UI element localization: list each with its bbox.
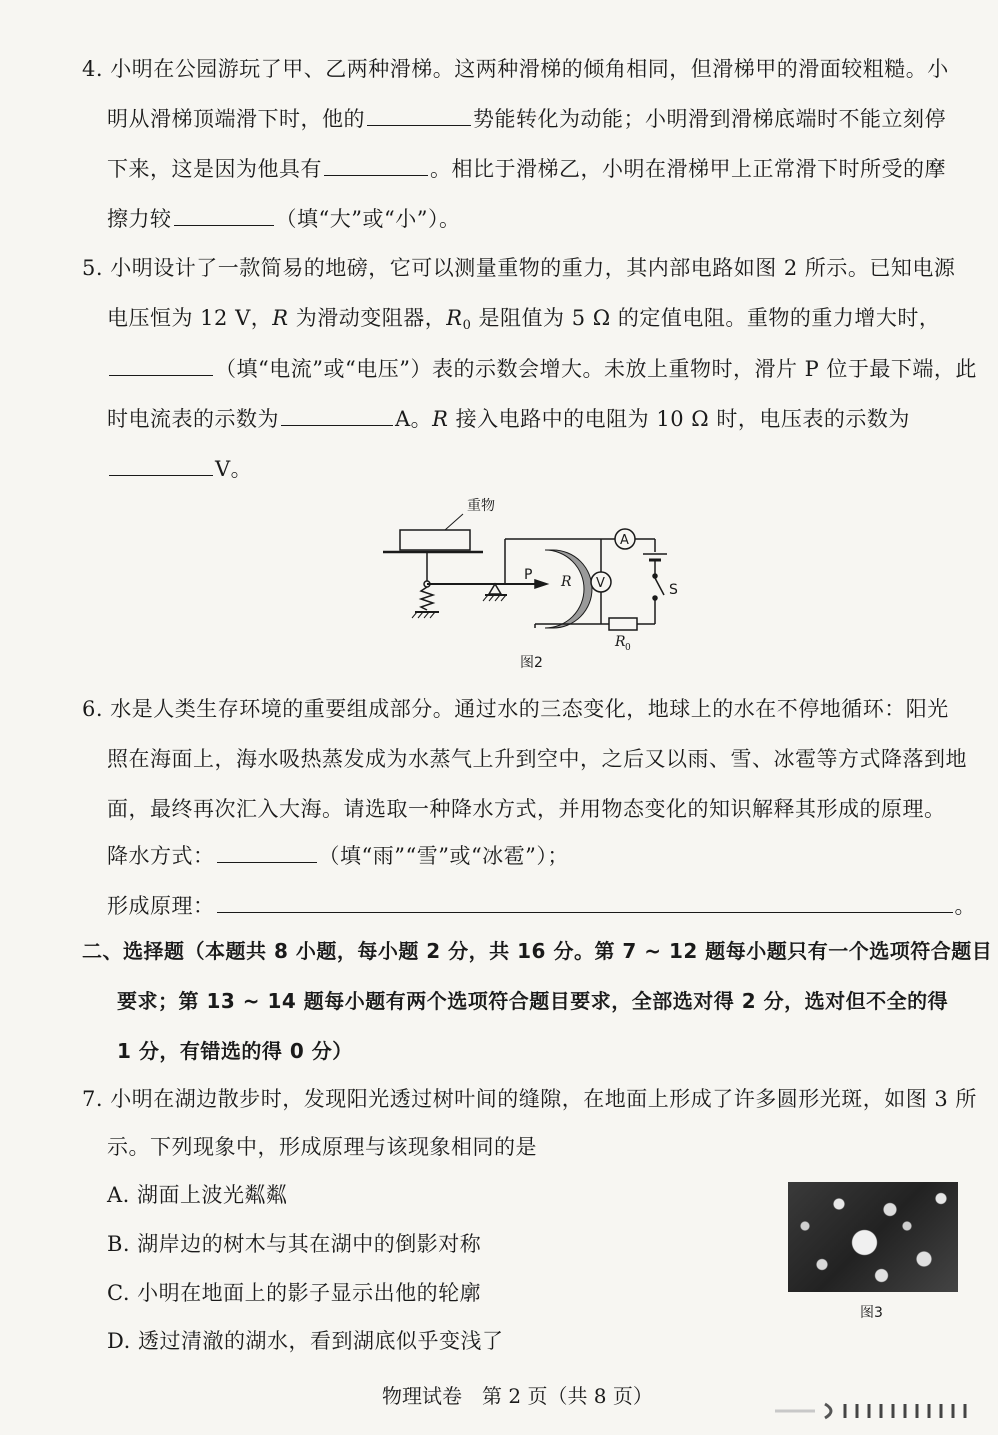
figure-3-caption: 图3 <box>860 1305 883 1321</box>
q5-text-4c: 接入电路中的电阻为 10 Ω 时，电压表的示数为 <box>448 407 910 431</box>
q7-text-1: 7. 小明在湖边散步时，发现阳光透过树叶间的缝隙，在地面上形成了许多圆形光斑，如图 3 所 <box>82 1087 977 1111</box>
q4-text-2b: 势能转化为动能；小明滑到滑梯底端时不能立刻停 <box>473 107 946 131</box>
q5-var-R0: R <box>446 306 463 330</box>
figure-2-circuit <box>375 492 695 672</box>
q5-text-2a: 电压恒为 12 V， <box>107 306 273 330</box>
q4-blank-2[interactable] <box>324 153 428 176</box>
figure-2-caption: 图2 <box>520 655 543 671</box>
weight-box <box>400 530 470 550</box>
label-resistor: R <box>615 634 626 650</box>
label-ammeter: A <box>620 533 629 548</box>
q4-blank-1[interactable] <box>367 103 471 126</box>
q6-text-5b: 。 <box>954 894 976 918</box>
q7-option-b-text: B. 湖岸边的树木与其在湖中的倒影对称 <box>107 1232 482 1256</box>
label-rheostat: R <box>561 574 572 590</box>
q7-option-a[interactable] <box>107 1180 288 1210</box>
q4-text-2a: 明从滑梯顶端滑下时，他的 <box>107 107 365 131</box>
q5-var-R: R <box>272 306 289 330</box>
q6-text-5a: 形成原理： <box>107 894 215 918</box>
q4-line-3 <box>107 153 946 184</box>
q7-option-a-text: A. 湖面上波光粼粼 <box>107 1183 288 1207</box>
q6-line-3 <box>107 794 946 824</box>
label-slider: P <box>524 567 533 583</box>
q5-text-5: V。 <box>215 457 253 481</box>
q6-text-2: 照在海面上，海水吸热蒸发成为水蒸气上升到空中，之后又以雨、雪、冰雹等方式降落到地 <box>107 747 967 771</box>
resistor-r0 <box>609 618 637 630</box>
spring <box>421 587 433 610</box>
section-2-text-3: 1 分，有错选的得 0 分） <box>117 1039 353 1063</box>
q6-text-4a: 降水方式： <box>107 844 215 868</box>
q7-option-c-text: C. 小明在地面上的影子显示出他的轮廓 <box>107 1281 482 1305</box>
q6-line-5 <box>107 890 976 921</box>
q5-text-4b: A。 <box>395 407 433 431</box>
q4-line-1 <box>82 54 949 84</box>
q5-text-4a: 时电流表的示数为 <box>107 407 279 431</box>
q6-text-1: 6. 水是人类生存环境的重要组成部分。通过水的三态变化，地球上的水在不停地循环：阳光 <box>82 697 949 721</box>
q5-blank-2[interactable] <box>281 403 393 426</box>
q6-blank-method[interactable] <box>217 840 317 863</box>
q4-text-4a: 擦力较 <box>107 207 172 231</box>
q4-text-3a: 下来，这是因为他具有 <box>107 157 322 181</box>
q4-blank-3[interactable] <box>174 203 274 226</box>
label-voltmeter: V <box>596 576 605 591</box>
section-2-text-2: 要求；第 13 ~ 14 题每小题有两个选项符合题目要求，全部选对得 2 分，选对但不全的得 <box>117 989 949 1013</box>
q7-option-b[interactable] <box>107 1229 481 1259</box>
watermark-scribble <box>775 1401 975 1421</box>
section-2-line-2 <box>117 986 948 1016</box>
q5-blank-1[interactable] <box>109 353 213 376</box>
q4-text-1: 4. 小明在公园游玩了甲、乙两种滑梯。这两种滑梯的倾角相同，但滑梯甲的滑面较粗糙。小 <box>82 57 949 81</box>
q4-text-3b: 。相比于滑梯乙，小明在滑梯甲上正常滑下时所受的摩 <box>430 157 946 181</box>
q7-line-1 <box>82 1084 977 1114</box>
label-weight: 重物 <box>467 498 495 514</box>
section-2-line-3 <box>117 1036 353 1066</box>
q6-blank-principle[interactable] <box>217 890 953 913</box>
q7-option-d-text: D. 透过清澈的湖水，看到湖底似乎变浅了 <box>107 1329 504 1353</box>
q5-line-4 <box>107 403 910 434</box>
q5-var-R-2: R <box>432 407 449 431</box>
switch-icon <box>655 578 664 595</box>
q7-text-2: 示。下列现象中，形成原理与该现象相同的是 <box>107 1135 537 1159</box>
figure-3-light-spots-photo <box>788 1182 958 1292</box>
q6-text-3: 面，最终再次汇入大海。请选取一种降水方式，并用物态变化的知识解释其形成的原理。 <box>107 797 946 821</box>
q6-line-1 <box>82 694 949 724</box>
q5-line-1 <box>82 253 955 283</box>
section-2-line-1 <box>82 936 992 966</box>
q5-text-2b: 为滑动变阻器， <box>288 306 447 330</box>
q5-text-3: （填“电流”或“电压”）表的示数会增大。未放上重物时，滑片 P 位于最下端，此 <box>215 357 977 381</box>
label-resistor-sub: 0 <box>625 643 631 653</box>
q6-text-4b: （填“雨”“雪”或“冰雹”）； <box>318 844 569 868</box>
q5-blank-3[interactable] <box>109 453 213 476</box>
q7-option-d[interactable] <box>107 1326 503 1356</box>
q5-line-5 <box>107 453 252 484</box>
section-2-text-1: 二、选择题（本题共 8 小题，每小题 2 分，共 16 分。第 7 ~ 12 题每小题只有一个选项符合题目 <box>82 939 993 963</box>
q5-var-R0-sub: 0 <box>462 318 472 333</box>
q5-text-2c: 是阻值为 5 Ω 的定值电阻。重物的重力增大时， <box>471 306 941 330</box>
q5-text-1: 5. 小明设计了一款简易的地磅，它可以测量重物的重力，其内部电路如图 2 所示。已知电源 <box>82 256 956 280</box>
label-switch: S <box>669 582 678 598</box>
q5-line-2 <box>107 303 940 341</box>
q5-line-3 <box>107 353 977 384</box>
q6-line-4 <box>107 840 569 871</box>
q7-line-2 <box>107 1132 537 1162</box>
q7-option-c[interactable] <box>107 1278 481 1308</box>
q6-line-2 <box>107 744 967 774</box>
q4-line-2 <box>107 103 946 134</box>
q4-text-4b: （填“大”或“小”）。 <box>275 207 461 231</box>
page-footer: 物理试卷 第 2 页（共 8 页） <box>382 1384 653 1408</box>
q4-line-4 <box>107 203 460 234</box>
